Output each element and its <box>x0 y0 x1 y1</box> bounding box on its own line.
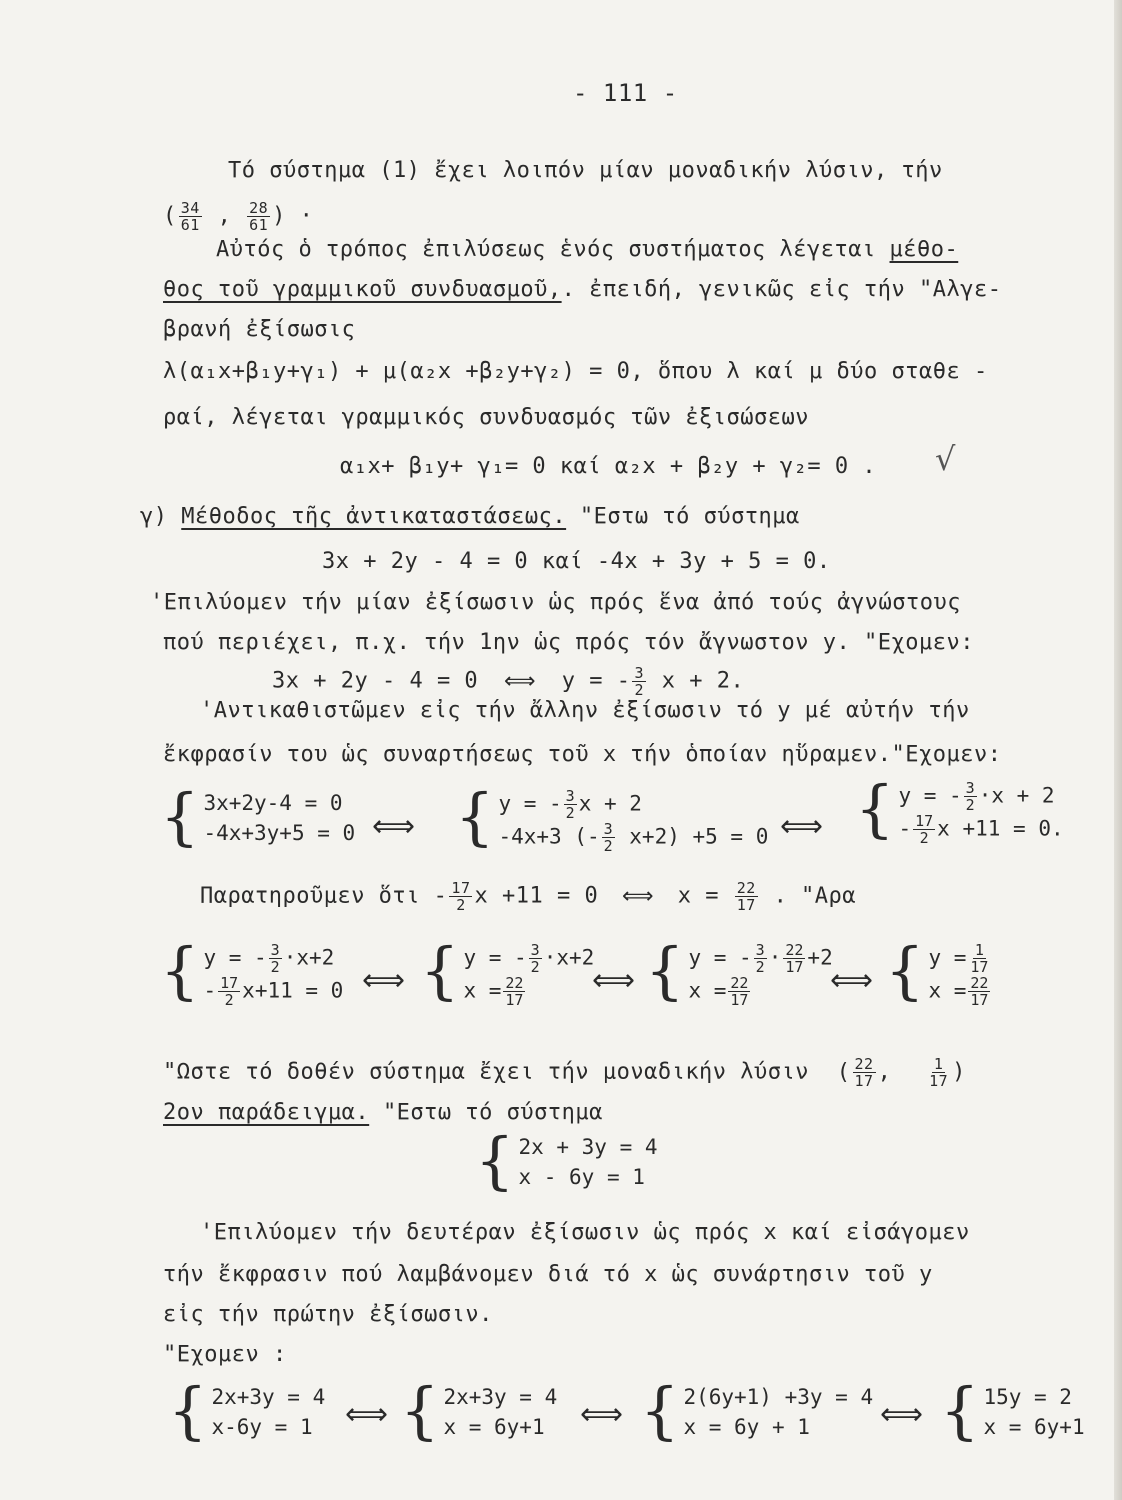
text-line-4: θος τοῦ γραμμικοῦ συνδυασμοῦ,. ἐπειδή, γενικῶς εἰς τήν "Αλγε- <box>163 277 1002 302</box>
equivalence-arrow: ⟺ <box>345 1397 389 1432</box>
system-t4: { y = $\frac{1}{17}$ x = $\frac{22}{17}$ <box>885 934 989 1009</box>
page-number: - 111 - <box>573 79 678 107</box>
paren-open: ( <box>163 203 177 229</box>
system-s1: { 3x+2y-4 = 0 -4x+3y+5 = 0 <box>160 780 356 853</box>
comma: , <box>217 203 232 229</box>
system-u4: { 15y = 2 x = 6y+1 <box>940 1374 1085 1447</box>
linear-combination-equation: λ(α₁x+β₁y+γ₁) + μ(α₂x +β₂y+γ₂) = 0, ὅπου λ καί μ δύο σταθε - <box>163 359 988 384</box>
period-mark: · <box>299 203 314 229</box>
text-line-12: πού περιέχει, π.χ. τήν 1ην ὡς πρός τόν ἄγνωστον y. "Εχομεν: <box>163 630 974 655</box>
example-system-inline: 3x + 2y - 4 = 0 καί -4x + 3y + 5 = 0. <box>322 549 831 574</box>
equivalence-arrow: ⟺ <box>830 963 874 998</box>
text-line-14: 'Αντικαθιστῶμεν εἰς τήν ἄλλην ἐξίσωσιν τό y μέ αὐτήν τήν <box>200 698 970 723</box>
equations-alpha-beta: α₁x+ β₁y+ γ₁= 0 καί α₂x + β₂y + γ₂= 0 . <box>340 454 877 479</box>
text-line-22: τήν ἔκφρασιν πού λαμβάνομεν διά τό x ὡς συνάρτησιν τοῦ y <box>163 1262 933 1287</box>
solution-pair-1 <box>163 200 313 233</box>
text-line-3: Αὐτός ὁ τρόπος ἐπιλύσεως ἑνός συστήματος λέγεται μέθο- <box>216 237 959 262</box>
unique-solution-line: "Ωστε τό δοθέν σύστημα ἔχει τήν μοναδικήν λύσιν ( $\frac{22}{17}$ , $\frac{1}{17}$ ) <box>163 1055 966 1090</box>
system-u1: { 2x+3y = 4 x-6y = 1 <box>168 1374 326 1447</box>
substitution-method-title: Μέθοδος τῆς ἀντικαταστάσεως. <box>181 504 567 529</box>
text-line-11: 'Επιλύομεν τήν μίαν ἐξίσωσιν ὡς πρός ἕνα ἀπό τούς ἀγνώστους <box>150 590 961 615</box>
system-s2: { y = - $\frac{3}{2}$ x + 2 -4x+3 (- $\frac{3}{2}$ x+2) +5 = 0 <box>455 780 769 855</box>
text-line-23: εἰς τήν πρώτην ἐξίσωσιν. <box>163 1302 493 1327</box>
equivalence-arrow: ⟺ <box>503 668 536 694</box>
system-u3: { 2(6y+1) +3y = 4 x = 6y + 1 <box>640 1374 874 1447</box>
system-e1: { 2x + 3y = 4 x - 6y = 1 <box>475 1124 658 1197</box>
system-t1: { y = - $\frac{3}{2}$ ·x+2 - $\frac{17}{2}$ x+11 = 0 <box>160 934 344 1009</box>
equivalence-arrow: ⟺ <box>580 1397 624 1432</box>
text-line-7: ραί, λέγεται γραμμικός συνδυασμός τῶν ἐξισώσεων <box>163 405 810 430</box>
text-line-21: 'Επιλύομεν τήν δευτέραν ἐξίσωσιν ὡς πρός x καί εἰσάγομεν <box>200 1220 970 1245</box>
text-line-1: Τό σύστημα (1) ἔχει λοιπόν μίαν μοναδικήν λύσιν, τήν <box>228 158 943 183</box>
page-fold-shadow <box>1114 0 1122 1500</box>
equivalence-arrow: ⟺ <box>621 883 654 909</box>
text-line-24: "Εχομεν : <box>163 1342 287 1367</box>
equivalence-arrow: ⟺ <box>780 809 824 844</box>
system-t3: { y = - $\frac{3}{2}$ · $\frac{22}{17}$ +2 x = $\frac{22}{17}$ <box>645 934 833 1009</box>
fraction-28-61: $\frac{28}{61}$ <box>249 199 269 234</box>
section-gamma-heading: γ) Μέθοδος τῆς ἀντικαταστάσεως. "Εστω τό σύστημα <box>140 504 800 529</box>
fraction-34-61: $\frac{34}{61}$ <box>180 199 200 234</box>
observation-line: Παρατηροῦμεν ὅτι - $\frac{17}{2}$ x +11 = 0 ⟺ x = $\frac{22}{17}$ . "Αρα <box>200 879 857 914</box>
equivalence-arrow: ⟺ <box>372 809 416 844</box>
paren-close: ) <box>272 203 286 229</box>
text-line-5: βρανή ἐξίσωσις <box>163 317 356 342</box>
equivalence-arrow: ⟺ <box>880 1397 924 1432</box>
method-name-start: μέθο- <box>889 237 959 262</box>
system-s3: { y = - $\frac{3}{2}$ ·x + 2 - $\frac{17}{2}$ x +11 = 0. <box>855 772 1064 847</box>
equivalence-arrow: ⟺ <box>592 963 636 998</box>
solve-for-y-equivalence: 3x + 2y - 4 = 0 ⟺ y = - $\frac{3}{2}$ x + 2. <box>272 664 745 699</box>
equivalence-arrow: ⟺ <box>362 963 406 998</box>
text-line-15: ἔκφρασίν του ὡς συναρτήσεως τοῦ x τήν ὁποίαν ηὕραμεν."Εχομεν: <box>163 742 1002 767</box>
check-mark-icon: √ <box>935 440 956 478</box>
system-u2: { 2x+3y = 4 x = 6y+1 <box>400 1374 558 1447</box>
method-name-end: θος τοῦ γραμμικοῦ συνδυασμοῦ, <box>163 277 562 302</box>
example-2-heading: 2ον παράδειγμα. "Εστω τό σύστημα <box>163 1100 603 1125</box>
system-t2: { y = - $\frac{3}{2}$ ·x+2 x = $\frac{22}{17}$ <box>420 934 595 1009</box>
example-2-title: 2ον παράδειγμα. <box>163 1100 370 1125</box>
